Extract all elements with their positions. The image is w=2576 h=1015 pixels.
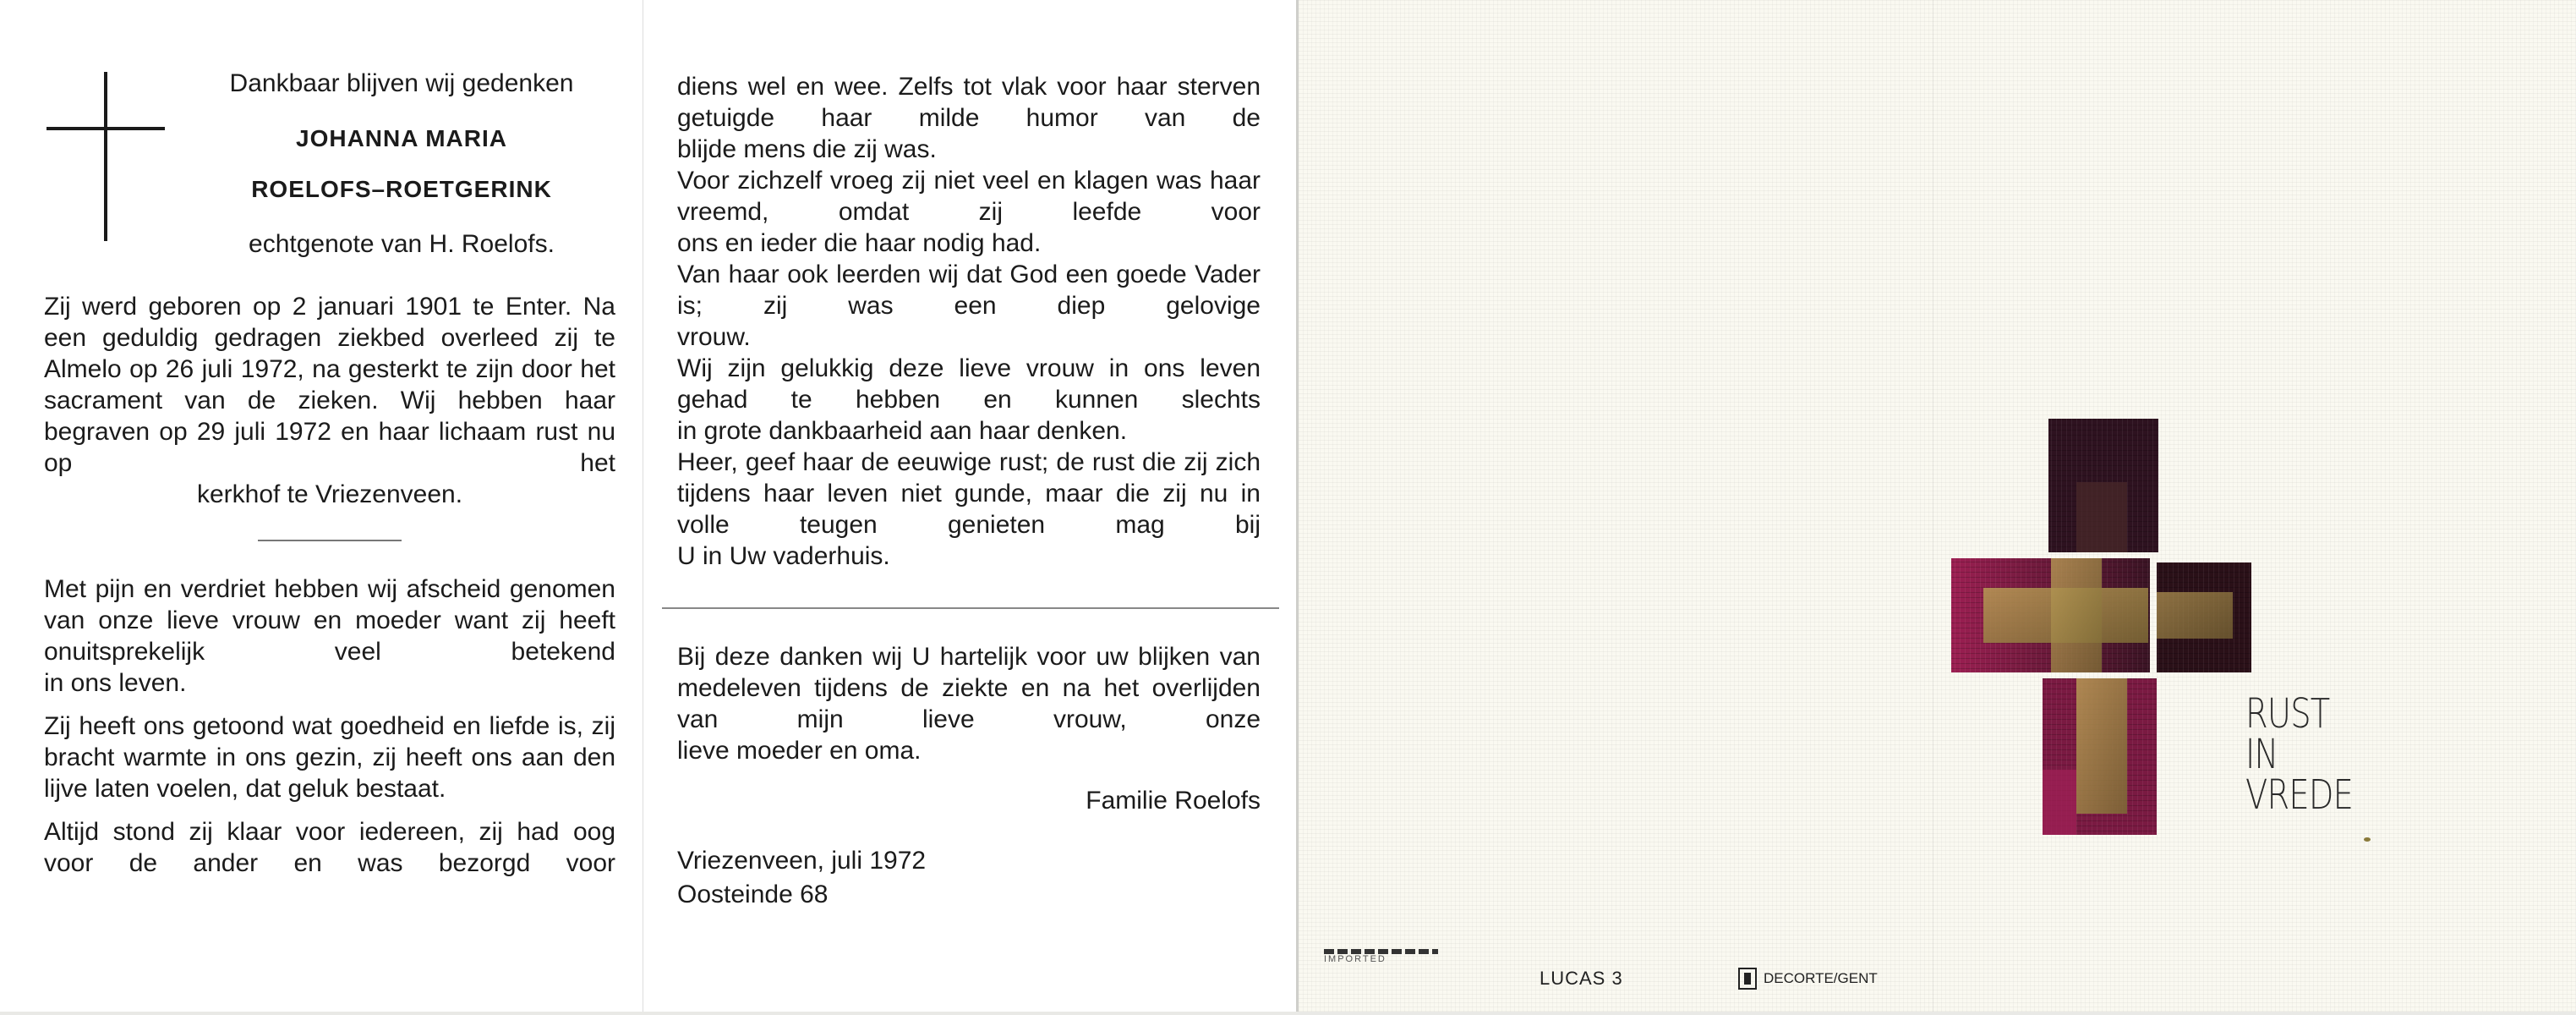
address: Oosteinde 68 <box>677 881 829 908</box>
place-date: Vriezenveen, juli 1972 <box>677 847 927 875</box>
prayer-paragraph-end: U in Uw vaderhuis. <box>677 542 890 570</box>
cross-icon <box>104 72 107 241</box>
decorte-logo-icon <box>1738 968 1757 990</box>
title-line: RUST <box>2245 690 2330 738</box>
rust-in-vrede-title <box>2245 690 2380 819</box>
thanks-paragraph-end: lieve moeder en oma. <box>677 737 922 765</box>
memorial-paragraph-end: vrouw. <box>677 323 751 351</box>
memorial-paragraph-end: in ons leven. <box>44 669 187 697</box>
deceased-surname: ROELOFS–ROETGERINK <box>251 176 552 202</box>
biography-text: Zij werd geboren op 2 januari 1901 te Enter. Na een geduldig gedragen ziekbed overleed zij te Almelo op 26 juli 1972, na gesterkt te zijn door het sacrament van de zieken. Wij hebben haar begraven op 29 juli 1972 en haar lichaam rust nu op het <box>44 293 615 477</box>
memorial-paragraph: Met pijn en verdriet hebben wij afscheid genomen van onze lieve vrouw en moeder want zij heeft onuitsprekelijk veel betekend <box>44 575 615 666</box>
memorial-paragraph: Van haar ook leerden wij dat God een goede Vader is; zij was een diep gelovige <box>677 261 1261 320</box>
memorial-paragraph-end: blijde mens die zij was. <box>677 135 937 163</box>
memorial-paragraph: Voor zichzelf vroeg zij niet veel en klagen was haar vreemd, omdat zij leefde voor <box>677 167 1261 226</box>
imported-label: IMPORTED <box>1324 954 1386 964</box>
memorial-text-continued <box>677 71 1261 572</box>
divider <box>662 607 1279 609</box>
place-and-address <box>677 844 926 912</box>
deceased-first-names: JOHANNA MARIA <box>296 125 507 151</box>
decorative-dot <box>2364 837 2371 842</box>
memorial-text <box>44 573 615 891</box>
family-signature: Familie Roelofs <box>1086 787 1261 815</box>
title-line: VREDE <box>2245 771 2354 819</box>
publisher-mark <box>1738 968 1878 990</box>
thanks-paragraph: Bij deze danken wij U hartelijk voor uw blijken van medeleven tijdens de ziekte en na het overlijden van mijn lieve vrouw, onze <box>677 643 1261 733</box>
biography <box>44 291 615 510</box>
card-page-left <box>0 0 643 1012</box>
memorial-paragraph-end: in grote dankbaarheid aan haar denken. <box>677 417 1128 445</box>
spouse-line: echtgenote van H. Roelofs. <box>249 230 555 258</box>
series-code: LUCAS 3 <box>1540 968 1623 989</box>
remembrance-heading: Dankbaar blijven wij gedenken <box>229 69 574 97</box>
prayer-paragraph: Heer, geef haar de eeuwige rust; de rust die zij zich tijdens haar leven niet gunde, maar die zij nu in volle teugen genieten mag bij <box>677 448 1261 539</box>
memorial-paragraph: Altijd stond zij klaar voor iedereen, zij had oog voor de ander en was bezorgd voor <box>44 818 615 877</box>
card-cover <box>1296 0 2576 1012</box>
biography-text-end: kerkhof te Vriezenveen. <box>196 480 463 508</box>
memorial-paragraph: Zij heeft ons getoond wat goedheid en liefde is, zij bracht warmte in ons gezin, zij heeft ons aan den lijve laten voelen, dat geluk bestaat. <box>44 712 615 803</box>
divider <box>258 540 402 541</box>
title-line: IN <box>2245 731 2278 778</box>
publisher-name: DECORTE/GENT <box>1764 970 1878 986</box>
memorial-paragraph: Wij zijn gelukkig deze lieve vrouw in ons leven gehad te hebben en kunnen slechts <box>677 354 1261 414</box>
memorial-paragraph-end: ons en ieder die haar nodig had. <box>677 229 1042 257</box>
card-page-middle <box>643 0 1297 1012</box>
thanks-text <box>677 641 1261 766</box>
memorial-paragraph: diens wel en wee. Zelfs tot vlak voor haar sterven getuigde haar milde humor van de <box>677 73 1261 132</box>
cross-icon-bar <box>46 127 165 130</box>
